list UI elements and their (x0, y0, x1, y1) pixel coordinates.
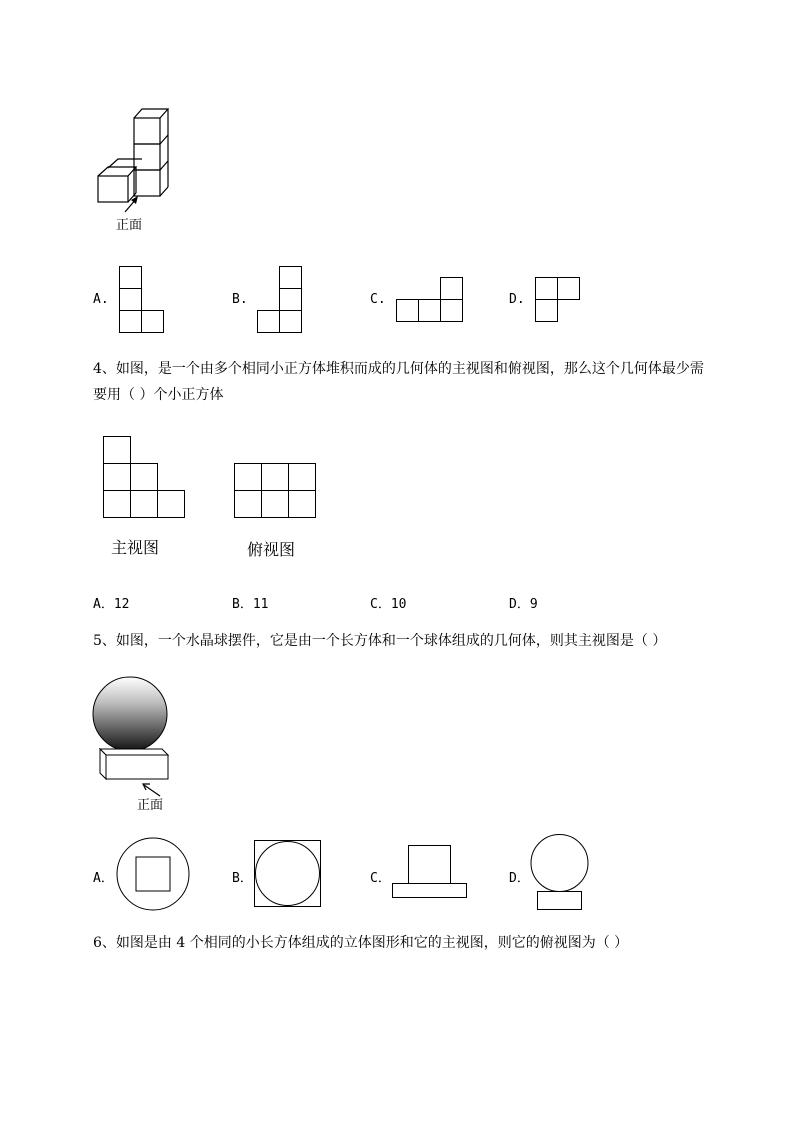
q5-option-b-label[interactable]: B． (232, 871, 253, 886)
q3-cube-figure (96, 104, 176, 204)
q4-top-view-label: 俯视图 (247, 540, 296, 559)
q5-crystal-ball-figure (92, 675, 172, 785)
q5-option-c-label[interactable]: C． (370, 871, 391, 886)
q5-option-b-figure (254, 840, 322, 908)
q3-option-b-label[interactable]: B. (232, 292, 248, 307)
q3-option-a-figure (119, 266, 165, 334)
q4-option-a[interactable]: A．12 (93, 597, 130, 612)
q5-option-d-label[interactable]: D． (509, 871, 530, 886)
q4-front-view-label: 主视图 (111, 538, 160, 557)
q4-front-view-figure (103, 436, 185, 518)
q5-option-a-label[interactable]: A． (93, 871, 114, 886)
q3-front-arrow (122, 196, 142, 214)
q4-option-d[interactable]: D．9 (509, 597, 538, 612)
q4-option-b[interactable]: B．11 (232, 597, 269, 612)
q4-question-line-1: 4、如图，是一个由多个相同小正方体堆积而成的几何体的主视图和俯视图，那么这个几何体最少需 (93, 361, 704, 377)
q5-option-c-figure (392, 845, 468, 899)
q3-option-b-figure (257, 266, 303, 334)
q3-option-c-figure (396, 277, 464, 323)
q5-option-a-figure (116, 837, 190, 911)
q5-front-label: 正面 (137, 798, 164, 813)
q4-option-c[interactable]: C．10 (370, 597, 407, 612)
q3-option-d-figure (535, 277, 581, 323)
q3-front-label: 正面 (116, 218, 143, 233)
q4-top-view-figure (234, 463, 316, 518)
q6-question-text: 6、如图是由 4 个相同的小长方体组成的立体图形和它的主视图，则它的俯视图为（ ） (93, 935, 629, 951)
q3-option-c-label[interactable]: C. (370, 292, 386, 307)
q3-option-d-label[interactable]: D. (509, 292, 525, 307)
q5-option-d-figure (530, 834, 590, 912)
q3-option-a-label[interactable]: A. (93, 292, 109, 307)
q4-question-line-2: 要用（ ）个小正方体 (93, 387, 224, 403)
q5-question-text: 5、如图，一个水晶球摆件，它是由一个长方体和一个球体组成的几何体，则其主视图是（ ） (93, 633, 667, 649)
